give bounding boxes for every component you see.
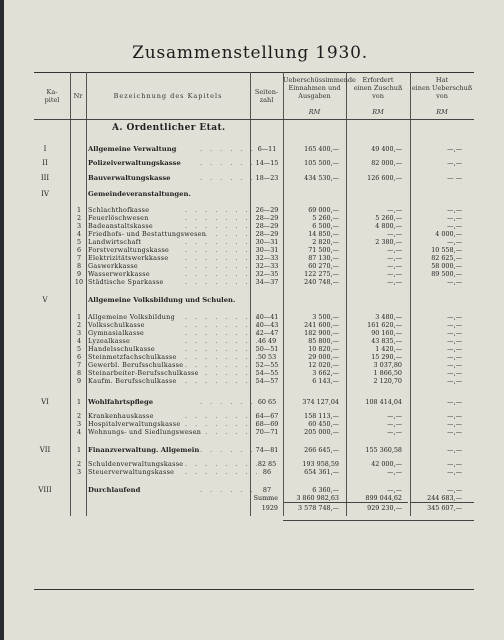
row-value-col2: 108 414,04 <box>365 398 402 406</box>
row-value-col1: 87 130,— <box>308 254 339 262</box>
row-nr: 5 <box>76 238 82 246</box>
header-col3: Hat einen Ueberschuß von <box>411 76 473 100</box>
row-value-col2: —,— <box>387 486 402 494</box>
row-pages: 40—43 <box>255 321 279 329</box>
row-value-col1: 122 275,— <box>304 270 339 278</box>
row-label: Gymnasialkasse <box>88 329 145 337</box>
row-value-col1: 6 500,— <box>312 222 339 230</box>
row-value-col1: 654 361,— <box>304 468 339 476</box>
row-pages: 6—11 <box>257 145 277 153</box>
row-value-col2: 42 000,— <box>371 460 402 468</box>
header-col2: Erfordert einen Zuschuß von <box>353 76 403 100</box>
total-rule <box>284 502 346 503</box>
row-pages: 32—33 <box>255 254 279 262</box>
row-value-col1: 85 800,— <box>308 337 339 345</box>
leader-dots: . . . . . . . . <box>185 214 261 222</box>
leader-dots: . . . . . . . . <box>185 412 261 420</box>
row-label: Gemeindeveranstaltungen. <box>88 190 191 198</box>
row-value-col2: —,— <box>387 230 402 238</box>
row-nr: 3 <box>76 420 82 428</box>
row-value-col3: — — <box>447 174 462 182</box>
leader-dots: . . . . . . . . <box>185 460 261 468</box>
row-value-col1: 434 530,— <box>304 174 339 182</box>
row-value-col3: 82 625,— <box>431 254 462 262</box>
row-value-col2: —,— <box>387 246 402 254</box>
row-value-col2: —,— <box>387 206 402 214</box>
row-kapitel: II <box>42 159 48 167</box>
row-nr: 3 <box>76 222 82 230</box>
row-value-col2: 2 380,— <box>375 238 402 246</box>
row-value-col2: 1 420,— <box>375 345 402 353</box>
row-nr: 7 <box>76 254 82 262</box>
row-value-col1: 6 360,— <box>312 486 339 494</box>
row-kapitel: VII <box>39 446 51 454</box>
row-value-col1: 14 850,— <box>308 230 339 238</box>
row-label: Handelsschulkasse <box>88 345 155 353</box>
row-value-col3: —,— <box>447 398 462 406</box>
row-nr: 9 <box>76 377 82 385</box>
row-pages: 64—67 <box>255 412 279 420</box>
leader-dots: . . . . . . <box>200 486 256 494</box>
leader-dots: . . . . . . . . <box>185 468 261 476</box>
row-pages: 50 53 <box>257 353 277 361</box>
row-value-col2: —,— <box>387 270 402 278</box>
leader-dots: . . . . . . . . <box>185 313 261 321</box>
leader-dots: . . . . . . . . <box>185 222 261 230</box>
row-value-col1: 3 662,— <box>312 369 339 377</box>
row-label: Steinmetzfachschulkasse <box>88 353 177 361</box>
row-label: Durchlaufend <box>88 486 141 494</box>
row-value-col2: —,— <box>387 412 402 420</box>
row-value-col3: —,— <box>447 238 462 246</box>
row-pages: 54—55 <box>255 369 279 377</box>
row-pages: 82 85 <box>257 460 277 468</box>
row-value-col3: 89 500,— <box>431 270 462 278</box>
row-nr: 1 <box>76 206 82 214</box>
row-value-col3: —,— <box>447 159 462 167</box>
row-pages: 70—71 <box>255 428 279 436</box>
leader-dots: . . . . . . . . <box>185 262 261 270</box>
row-value-col1: 10 820,— <box>308 345 339 353</box>
row-value-col2: —,— <box>387 428 402 436</box>
row-nr: 5 <box>76 345 82 353</box>
row-value-col3: —,— <box>447 353 462 361</box>
row-pages: 86 <box>262 468 272 476</box>
row-label: Gaswerkkasse <box>88 262 138 270</box>
row-value-col2: 90 160,— <box>371 329 402 337</box>
row-pages: 32—33 <box>255 262 279 270</box>
leader-dots: . . . . . . <box>200 446 256 454</box>
row-value-col1: 60 270,— <box>308 262 339 270</box>
row-nr: 9 <box>76 270 82 278</box>
leader-dots: . . . . . . . . <box>185 270 261 278</box>
row-nr: 10 <box>74 278 84 286</box>
row-value-col2: 126 600,— <box>367 174 402 182</box>
row-nr: 1 <box>76 446 82 454</box>
row-value-col1: 158 113,— <box>304 412 339 420</box>
row-label: Steuerverwaltungskasse <box>88 468 175 476</box>
row-label: Polizeiverwaltungskasse <box>88 159 181 167</box>
row-value-col3: —,— <box>447 206 462 214</box>
row-value-col3: —,— <box>447 361 462 369</box>
leader-dots: . . . . . . . . <box>185 329 261 337</box>
leader-dots: . . . . . . . . <box>185 361 261 369</box>
row-value-col3: —,— <box>447 321 462 329</box>
row-value-col1: 5 260,— <box>312 214 339 222</box>
row-nr: 3 <box>76 329 82 337</box>
row-label: Allgemeine Verwaltung <box>88 145 177 153</box>
row-value-col1: 6 143,— <box>312 377 339 385</box>
total-col1: 3 860 982,63 <box>296 494 339 502</box>
row-value-col1: 71 500,— <box>308 246 339 254</box>
leader-dots: . . . . . . . . <box>185 345 261 353</box>
row-nr: 4 <box>76 428 82 436</box>
row-value-col1: 12 020,— <box>308 361 339 369</box>
total-label: 1929 <box>261 504 278 512</box>
row-value-col3: —,— <box>447 468 462 476</box>
row-value-col2: 155 360,58 <box>365 446 402 454</box>
row-pages: 28—29 <box>255 214 279 222</box>
section-heading: A. Ordentlicher Etat. <box>112 123 226 133</box>
leader-dots: . . . . . . <box>200 398 256 406</box>
row-nr: 4 <box>76 337 82 345</box>
leader-dots: . . . . . . . . <box>185 206 261 214</box>
row-pages: 52—55 <box>255 361 279 369</box>
unit-col1: RM <box>308 108 321 116</box>
row-value-col1: 69 000,— <box>308 206 339 214</box>
row-value-col3: —,— <box>447 313 462 321</box>
row-value-col1: 3 500,— <box>312 313 339 321</box>
row-value-col3: —,— <box>447 412 462 420</box>
row-value-col2: 49 400,— <box>371 145 402 153</box>
leader-dots: . . . . . . . . <box>185 230 261 238</box>
row-pages: 40—41 <box>255 313 279 321</box>
row-value-col2: —,— <box>387 262 402 270</box>
row-value-col1: 182 900,— <box>304 329 339 337</box>
header-col1: Ueberschüssimmende Einnahmen und Ausgaben <box>283 76 356 100</box>
row-label: Volksschulkasse <box>88 321 145 329</box>
row-nr: 1 <box>76 313 82 321</box>
sum-rule <box>283 520 474 521</box>
row-value-col1: 105 500,— <box>304 159 339 167</box>
row-value-col1: 240 748,— <box>304 278 339 286</box>
row-value-col2: 1 866,50 <box>373 369 402 377</box>
row-value-col2: 15 290,— <box>371 353 402 361</box>
header-kapitel: Ka- pitel <box>44 88 60 104</box>
total-col2: 899 044,62 <box>365 494 402 502</box>
leader-dots: . . . . . . . . <box>185 377 261 385</box>
row-pages: 28—29 <box>255 222 279 230</box>
leader-dots: . . . . . . . . <box>185 420 261 428</box>
row-nr: 6 <box>76 246 82 254</box>
row-kapitel: VIII <box>38 486 52 494</box>
leader-dots: . . . . . . <box>200 145 256 153</box>
leader-dots: . . . . . . . . <box>185 278 261 286</box>
row-kapitel: IV <box>41 190 49 198</box>
row-value-col1: 60 450,— <box>308 420 339 428</box>
row-label: Krankenhauskasse <box>88 412 154 420</box>
row-value-col2: 5 260,— <box>375 214 402 222</box>
row-label: Schlachthofkasse <box>88 206 150 214</box>
row-pages: 60 65 <box>257 398 277 406</box>
row-label: Schuldenverwaltungskasse <box>88 460 184 468</box>
row-nr: 7 <box>76 361 82 369</box>
total-col2: 929 230,— <box>367 504 402 512</box>
row-value-col1: 266 645,— <box>304 446 339 454</box>
row-label: Landwirtschaft <box>88 238 142 246</box>
row-label: Wohnungs- und Siedlungswesen <box>88 428 202 436</box>
total-col1: 3 578 748,— <box>298 504 339 512</box>
row-value-col1: 165 400,— <box>304 145 339 153</box>
row-label: Städtische Sparkasse <box>88 278 164 286</box>
row-label: Finanzverwaltung. Allgemein <box>88 446 200 454</box>
unit-col2: RM <box>372 108 384 116</box>
row-pages: 26—29 <box>255 206 279 214</box>
row-nr: 2 <box>76 412 82 420</box>
leader-dots: . . . . . . . . <box>185 238 261 246</box>
row-nr: 6 <box>76 353 82 361</box>
header-bezeichnung: Bezeichnung des Kapitels <box>113 92 223 100</box>
row-pages: 30—31 <box>255 246 279 254</box>
row-value-col1: 29 000,— <box>308 353 339 361</box>
row-pages: 54—57 <box>255 377 279 385</box>
header-nr: Nr <box>73 92 83 100</box>
row-pages: 42—47 <box>255 329 279 337</box>
row-label: Badeanstaltskasse <box>88 222 153 230</box>
row-value-col2: 3 480,— <box>375 313 402 321</box>
page-title: Zusammenstellung 1930. <box>132 43 368 63</box>
row-pages: 14—15 <box>255 159 279 167</box>
row-nr: 8 <box>76 369 82 377</box>
row-pages: 46 49 <box>257 337 277 345</box>
row-nr: 2 <box>76 321 82 329</box>
row-label: Gewerbl. Berufsschulkasse <box>88 361 184 369</box>
row-label: Wasserwerkkasse <box>88 270 150 278</box>
leader-dots: . . . . . . . . <box>185 369 261 377</box>
row-value-col3: —,— <box>447 486 462 494</box>
row-kapitel: III <box>40 174 50 182</box>
leader-dots: . . . . . . . . <box>185 246 261 254</box>
row-pages: 68—69 <box>255 420 279 428</box>
row-pages: 28—29 <box>255 230 279 238</box>
row-value-col2: —,— <box>387 254 402 262</box>
leader-dots: . . . . . . . . <box>185 428 261 436</box>
row-pages: 87 <box>262 486 272 494</box>
leader-dots: . . . . . . . . <box>185 337 261 345</box>
row-label: Hospitalverwaltungskasse <box>88 420 181 428</box>
row-nr: 8 <box>76 262 82 270</box>
row-value-col2: 161 620,— <box>367 321 402 329</box>
row-value-col2: 3 037,80 <box>373 361 402 369</box>
header-rule <box>34 119 474 120</box>
leader-dots: . . . . . . . . <box>185 353 261 361</box>
leader-dots: . . . . . . . . <box>185 254 261 262</box>
row-value-col3: 4 000,— <box>435 230 462 238</box>
leader-dots: . . . . . . <box>200 174 256 182</box>
row-value-col2: 4 800,— <box>375 222 402 230</box>
row-value-col1: 374 127,04 <box>302 398 339 406</box>
row-value-col3: 10 558,— <box>431 246 462 254</box>
row-value-col2: 43 835,— <box>371 337 402 345</box>
total-col3: 345 607,— <box>427 504 462 512</box>
unit-col3: RM <box>436 108 448 116</box>
row-value-col2: 2 120,70 <box>373 377 402 385</box>
row-value-col2: 82 000,— <box>371 159 402 167</box>
row-value-col3: —,— <box>447 420 462 428</box>
row-value-col1: 2 820,— <box>312 238 339 246</box>
leader-dots: . . . . . . . . <box>185 321 261 329</box>
row-label: Kaufm. Berufsschulkasse <box>88 377 177 385</box>
row-label: Feuerlöschwesen <box>88 214 149 222</box>
row-value-col1: 205 000,— <box>304 428 339 436</box>
row-value-col3: —,— <box>447 369 462 377</box>
row-nr: 1 <box>76 398 82 406</box>
row-label: Elektrizitätswerkkasse <box>88 254 169 262</box>
row-value-col3: —,— <box>447 446 462 454</box>
col-rule <box>70 72 71 516</box>
row-value-col1: 193 958,59 <box>302 460 339 468</box>
row-value-col3: —,— <box>447 222 462 230</box>
row-pages: 30—31 <box>255 238 279 246</box>
row-pages: 34—37 <box>255 278 279 286</box>
row-kapitel: V <box>42 296 48 304</box>
row-label: Allgemeine Volksbildung <box>88 313 175 321</box>
row-nr: 2 <box>76 460 82 468</box>
row-nr: 2 <box>76 214 82 222</box>
row-pages: 74—81 <box>255 446 279 454</box>
row-label: Bauverwaltungskasse <box>88 174 171 182</box>
leader-dots: . . . . . . <box>200 159 256 167</box>
row-label: Forstverwaltungskasse <box>88 246 170 254</box>
col-rule <box>86 72 87 516</box>
row-pages: 32—35 <box>255 270 279 278</box>
total-rule <box>410 502 474 503</box>
row-value-col3: —,— <box>447 329 462 337</box>
row-value-col3: 58 000,— <box>431 262 462 270</box>
row-label: Friedhofs- und Bestattungswesen <box>88 230 207 238</box>
row-value-col3: —,— <box>447 214 462 222</box>
row-value-col3: —,— <box>447 278 462 286</box>
row-value-col2: —,— <box>387 420 402 428</box>
row-value-col2: —,— <box>387 278 402 286</box>
row-kapitel: VI <box>41 398 49 406</box>
header-seitenzahl: Seiten- zahl <box>254 88 279 104</box>
row-value-col2: —,— <box>387 468 402 476</box>
row-label: Steinarbeiter-Berufsschulkasse <box>88 369 199 377</box>
total-label: Summe <box>253 494 278 502</box>
row-value-col3: —,— <box>447 345 462 353</box>
row-value-col3: —,— <box>447 377 462 385</box>
row-kapitel: I <box>43 145 47 153</box>
row-value-col1: 241 600,— <box>304 321 339 329</box>
total-rule <box>346 502 408 503</box>
row-label: Lyzealkasse <box>88 337 131 345</box>
row-nr: 4 <box>76 230 82 238</box>
total-col3: 244 683,— <box>427 494 462 502</box>
row-value-col3: —,— <box>447 145 462 153</box>
row-pages: 18—23 <box>255 174 279 182</box>
row-label: Allgemeine Volksbildung und Schulen. <box>88 296 236 304</box>
row-nr: 3 <box>76 468 82 476</box>
row-pages: 50—51 <box>255 345 279 353</box>
row-value-col3: —,— <box>447 460 462 468</box>
row-value-col3: —,— <box>447 428 462 436</box>
row-label: Wohlfahrtspflege <box>88 398 154 406</box>
row-value-col3: —,— <box>447 337 462 345</box>
